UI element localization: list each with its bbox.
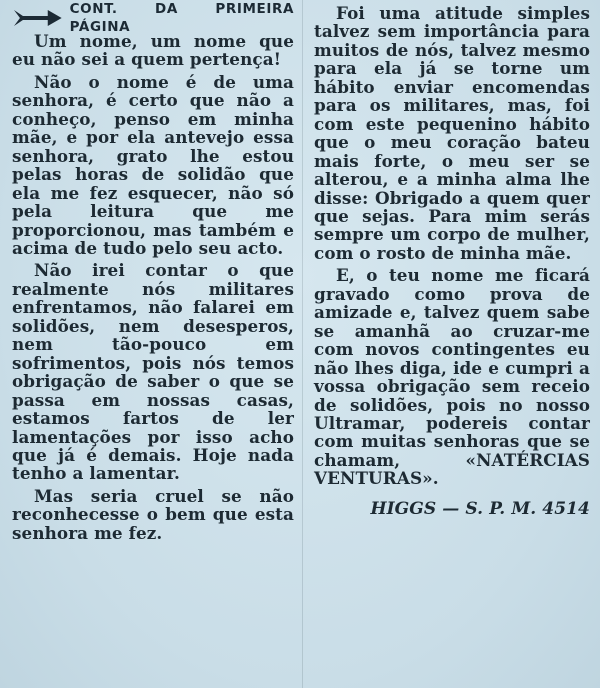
heading-text: CONT. DA PRIMEIRA PÁGINA [69, 0, 294, 35]
paragraph: E, o teu nome me ficará gravado como prova de amizade e, talvez quem sabe se amanhã ao cruzar-me com novos contingentes eu não lhes diga, ide e cumpri a vossa obrigação sem receio de solidões, pois no nosso Ultramar, podereis contar com muitas senhoras que se chamam, «NATÉRCIAS VENTURAS». [314, 265, 590, 489]
signature: HIGGS — S. P. M. 4514 [370, 498, 590, 519]
right-column [314, 4, 590, 518]
column-divider [302, 0, 303, 688]
paragraph: Mas seria cruel se não reconhecesse o bem que esta senhora me fez. [12, 485, 294, 543]
paragraph: Não o nome é de uma senhora, é certo que não a conheço, penso em minha mãe, e por ela antevejo essa senhora, grato lhe estou pelas horas de solidão que ela me fez esquecer, não só pela leitura que me proporcionou, mas também e acima de tudo pelo seu acto. [12, 71, 294, 258]
paragraph: Foi uma atitude simples talvez sem importância para muitos de nós, talvez mesmo para ela já se torne um hábito enviar encomendas para os militares, mas, foi com este pequenino hábito que o meu coração bateu mais forte, o meu ser se alterou, e a minha alma lhe disse: Obrigado a quem quer que sejas. Para mim serás sempre um corpo de mulher, com o rosto de minha mãe. [314, 3, 590, 263]
continuation-heading [12, 0, 294, 35]
left-column [12, 0, 294, 543]
paragraph: Um nome, um nome que eu não sei a quem pertença! [12, 31, 294, 70]
right-arrow-icon [12, 6, 64, 30]
paragraph: Não irei contar o que realmente nós militares enfrentamos, não falarei em solidões, nem desesperos, nem tão-pouco em sofrimentos, pois nós temos obrigação de saber o que se passa em nossas casas, estamos fartos de ler lamentações por isso acho que já é demais. Hoje nada tenho a lamentar. [12, 260, 294, 484]
